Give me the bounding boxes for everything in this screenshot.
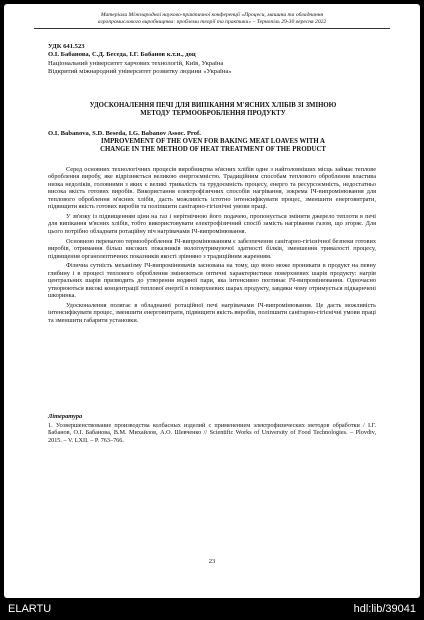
author-block — [48, 43, 388, 77]
paragraph-1: Серед основних технологічних процесів виробництва м'ясних хлібів одне з найголовніших місць займає теплове оброблення виробу, яке відрізняється великою енергоємністю. Традиційним способам теплового оброблення властива низка недоліків, головними з яких є великі тривалість та трудоємність процесу, енерго та ресурсоємність, недостатньо висока якість готових виробів. Використання електрофізичних способів нагрівання, зокрема ІЧ-випромінювання для теплового оброблення м'ясних хлібів, дасть можливість істотно інтенсифікувати процес, зменшити енерговитрати, підвищити якість готових виробів та поліпшити санітарно-гігієнічні умови праці. — [48, 166, 376, 211]
title-en-line-1: IMPROVEMENT OF THE OVEN FOR BAKING MEAT LOAVES WITH A — [101, 138, 325, 145]
paragraph-3: Основною перевагою термооброблення ІЧ-випромінюванням є забезпечення санітарно-гігієнічної безпеки готових виробів, отримання більш високих показників вологоутримуючої здатності білків, зменшення тривалості процесу, підвищення органолептичних показників якості зрівняно з традиційним жаренням. — [48, 237, 376, 260]
paragraph-2: У зв'язку із підвищенням ціни на газ і нерітмічною його подачею, пропонується змінити джерело теплоти в печі для випікання м'ясних хлібів, тобто використовувати електрофізичний спосіб замість нагрівання газом, що згоряє. Для цього потрібно обладнати ротаційну піч нагрівачами ІЧ-випромінювання. — [48, 213, 376, 235]
document-page — [4, 4, 420, 598]
repository-name: ELARTU — [8, 603, 52, 615]
title-uk — [54, 102, 372, 118]
authors-uk: О.І. Бабанова, С.Д. Беседа, І.Г. Бабанов к.т.н., доц — [48, 51, 196, 59]
affiliation-1: Національний університет харчових технологій, Київ, Україна — [48, 59, 224, 67]
header-line-1: Матеріали Міжнародної науково-практичної конференції «Процеси, машини та обладнання — [100, 12, 324, 18]
title-en — [54, 138, 372, 154]
header-line-2: агропромислового виробництва: проблеми теорії та практики» – Тернопіль 29-30 вересня 2022 — [97, 19, 327, 25]
literature-heading: Література — [48, 413, 83, 420]
running-header — [34, 12, 390, 29]
title-en-line-2: CHANGE IN THE METHOD OF HEAT TREATMENT OF THE PRODUCT — [100, 146, 326, 154]
affiliation-2: Відкритий міжнародний університет розвитку людини «Україна» — [48, 68, 232, 76]
title-uk-line-2: МЕТОДУ ТЕРМООБРОБЛЕННЯ ПРОДУКТУ — [140, 110, 286, 118]
footer-bar — [0, 598, 424, 620]
page-number: 23 — [208, 558, 216, 565]
handle-id: hdl:lib/39041 — [353, 603, 416, 615]
paragraph-4: Фізична сутність механізму ІЧ-випромінювачів заснована на тому, що воно може проникати в продукт на певну глибину і в процесі теплового оброблення змінюються оптичні характеристики поверхневих шарів продукту: нагрів центральних шарів призводить до утворення водяної пари, яка інтенсивно поглинає ІЧ-випромінювання. Одночасно утворюються високі концентрації теплової енергії в поверхневих шарах продукту, завдяки чому отримується підкарнчені шкоринка. — [48, 262, 376, 300]
title-uk-line-1: УДОСКОНАЛЕННЯ ПЕЧІ ДЛЯ ВИПІКАННЯ М'ЯСНИХ ХЛІБІВ ЗІ ЗМІНОЮ — [89, 102, 337, 109]
literature-item: 1. Усовершенствование производства колбасных изделий с применением электрофизических методов обработки / І.Г. Бабанов, О.І. Бабанова, В.М. Михайлов, А.О. Шевченко // Scientific Works of University of Food Technologies. – Plovdiv, 2015. – V. LXII. – P. 763–766. — [48, 422, 376, 444]
paragraph-5: Удосконалення полягає в обладнанні ротаційної печі нагрівачами ІЧ-випромінювання. Це дасть можливість інтенсифікувати процес, зменшити енерговитрати, підвищити якість виробів, поліпшити санітарно-гігієнічні умови праці та зменшити габарити установки. — [48, 301, 376, 324]
udk-code: УДК 641.523 — [48, 43, 85, 50]
article-body — [48, 166, 376, 327]
authors-en: O.I. Babanova, S.D. Beseda, I.G. Babanov Assoc. Prof. — [48, 130, 201, 137]
